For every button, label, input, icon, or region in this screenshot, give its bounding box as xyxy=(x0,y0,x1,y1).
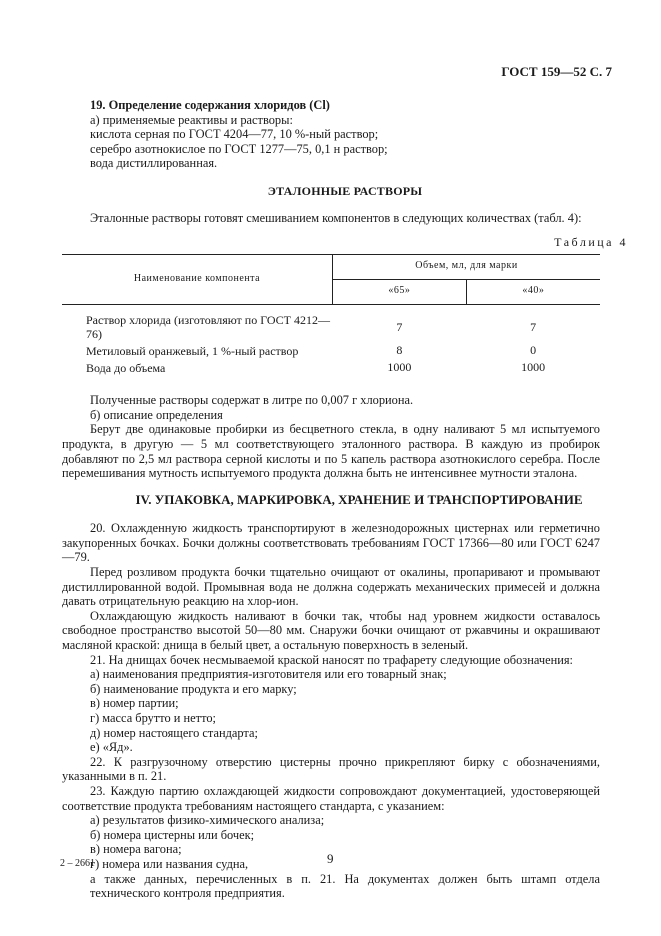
table-header-component: Наименование компонента xyxy=(62,254,333,304)
table-header-grade-65: «65» xyxy=(333,279,467,304)
paragraph-21-item: е) «Яд». xyxy=(90,740,133,755)
page-number: 9 xyxy=(327,851,334,866)
etalon-title: ЭТАЛОННЫЕ РАСТВОРЫ xyxy=(267,183,423,198)
table-cell-65: 1000 xyxy=(387,359,412,374)
paragraph-23: 23. Каждую партию охлаждающей жидкости сопровождают документацией, удостоверяющей соответствие продукта требованиям настоящего стандарта, с указанием: xyxy=(62,783,600,813)
after-table-p3: Берут две одинаковые пробирки из бесцветного стекла, в одну наливают 5 мл испытуемого продукта, в другую — 5 мл соответствующего эталонного раствора. В каждую из пробирок добавляют по 2,5 мл раствора серной кислоты и по 5 капель раствора азотнокислого серебра. После перемешивания мутность испытуемого продукта должна быть не интенсивнее мутности эталона. xyxy=(62,422,600,481)
paragraph-23-item: б) номера цистерны или бочек; xyxy=(90,827,255,842)
section-19-line: кислота серная по ГОСТ 4204—77, 10 %-ный раствор; xyxy=(90,127,379,142)
table-header-grade-40: «40» xyxy=(522,285,545,297)
paragraph-23-item: а) результатов физико-химического анализа; xyxy=(90,813,325,828)
table-4 xyxy=(62,254,600,375)
table-row xyxy=(62,359,600,376)
paragraph-20c: Охлаждающую жидкость наливают в бочки так, чтобы над уровнем жидкости оставалось свободное пространство высотой 50—80 мм. Снаружи бочки очищают от ржавчины и окрашивают масляной краской: днища в белый цвет, а остальную поверхность в зеленый. xyxy=(62,608,600,653)
paragraph-23-item: в) номера вагона; xyxy=(90,842,182,857)
table-cell-65: 8 xyxy=(396,342,403,357)
after-table-p1: Полученные растворы содержат в литре по 0,007 г хлориона. xyxy=(90,393,414,408)
paragraph-20: 20. Охлажденную жидкость транспортируют в железнодорожных цистернах или герметично закупоренных бочках. Бочки должны соответствовать требованиям ГОСТ 17366—80 или ГОСТ 6247—79. xyxy=(62,521,600,565)
section-19-line: вода дистиллированная. xyxy=(90,156,218,171)
table-row xyxy=(62,304,600,342)
table-cell-name: Раствор хлорида (изготовляют по ГОСТ 4212—76) xyxy=(86,312,330,342)
paragraph-23-end: а также данных, перечисленных в п. 21. На документах должен быть штамп отдела технического контроля предприятия. xyxy=(90,871,600,901)
table-cell-40: 0 xyxy=(530,342,537,357)
section-19-line: а) применяемые реактивы и растворы: xyxy=(90,112,293,127)
paragraph-21-item: г) масса брутто и нетто; xyxy=(90,711,216,725)
paragraph-23-item: г) номера или названия судна, xyxy=(90,856,249,871)
paragraph-21-item: б) наименование продукта и его марку; xyxy=(90,681,297,696)
paragraph-22: 22. К разгрузочному отверстию цистерны прочно прикрепляют бирку с обозначениями, указанными в п. 21. xyxy=(62,754,600,784)
table-cell-name: Вода до объема xyxy=(86,360,166,375)
section-4-title: IV. УПАКОВКА, МАРКИРОВКА, ХРАНЕНИЕ И ТРАНСПОРТИРОВАНИЕ xyxy=(135,491,583,507)
etalon-intro: Эталонные растворы готовят смешиванием компонентов в следующих количествах (табл. 4): xyxy=(90,210,582,225)
table-cell-40: 1000 xyxy=(521,359,546,374)
table-row xyxy=(62,342,600,359)
page-header: ГОСТ 159—52 С. 7 xyxy=(501,64,612,79)
paragraph-21-item: д) номер настоящего стандарта; xyxy=(90,725,258,740)
table-cell-65: 7 xyxy=(396,319,403,334)
paragraph-20b: Перед розливом продукта бочки тщательно очищают от окалины, пропаривают и промывают дистиллированной водой. Промывная вода не должна содержать механических примесей и должна давать отрицательную реакцию на хлор-ион. xyxy=(62,565,600,609)
paragraph-21: 21. На днищах бочек несмываемой краской наносят по трафарету следующие обозначения: xyxy=(90,652,573,667)
section-19-line: серебро азотнокислое по ГОСТ 1277—75, 0,1 н раствор; xyxy=(90,141,388,156)
table-caption: Таблица 4 xyxy=(554,235,628,250)
footer-print-code: 2 – 2661 xyxy=(60,858,95,869)
section-19-title: 19. Определение содержания хлоридов (Cl) xyxy=(90,98,330,112)
table-header-volume: Объем, мл, для марки xyxy=(333,254,601,279)
paragraph-21-item: а) наименования предприятия-изготовителя или его товарный знак; xyxy=(90,667,447,682)
table-cell-40: 7 xyxy=(530,319,537,334)
after-table-p2: б) описание определения xyxy=(90,407,223,422)
paragraph-21-item: в) номер партии; xyxy=(90,696,179,711)
table-cell-name: Метиловый оранжевый, 1 %-ный раствор xyxy=(86,343,299,358)
